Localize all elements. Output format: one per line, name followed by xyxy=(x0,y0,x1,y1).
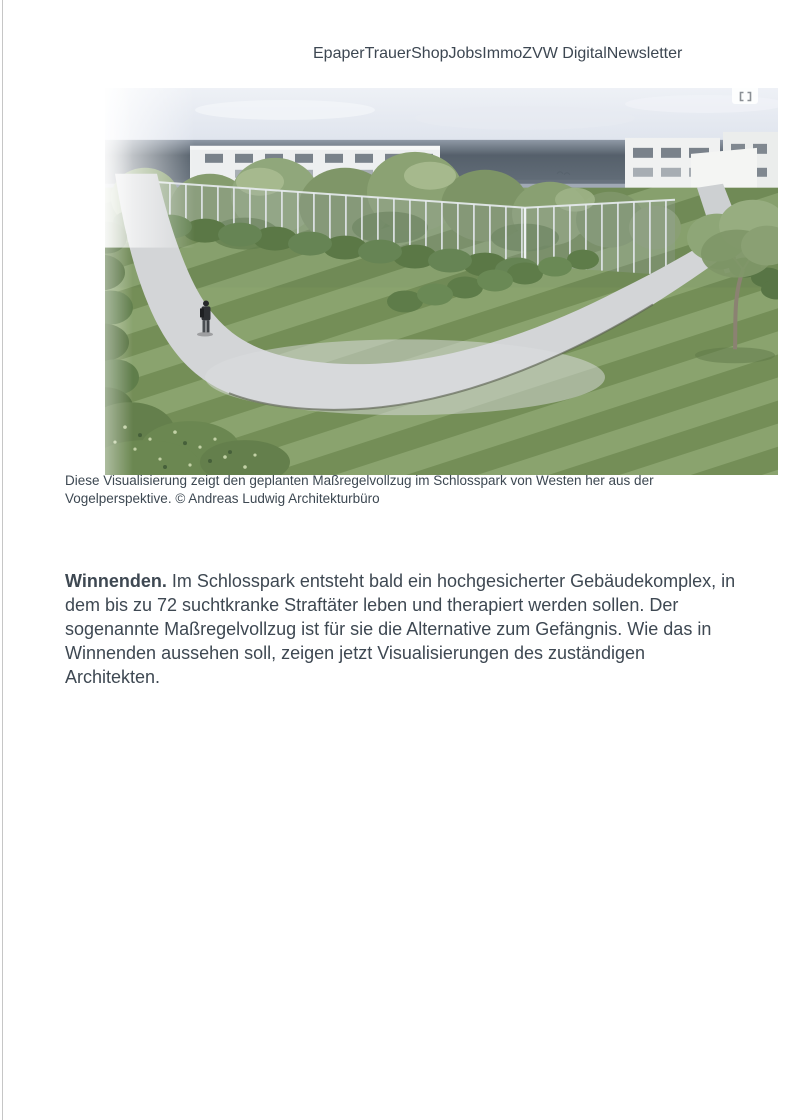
nav-link-immo[interactable]: Immo xyxy=(482,45,523,62)
nav-link-epaper[interactable]: Epaper xyxy=(313,45,365,62)
nav-link-trauer[interactable]: Trauer xyxy=(364,45,412,62)
article-location: Winnenden. xyxy=(65,571,167,591)
hero-rendering-svg xyxy=(105,88,778,475)
page-left-border xyxy=(2,0,3,1120)
image-caption: Diese Visualisierung zeigt den geplanten Maßregelvollzug im Schlosspark von Westen her aus der Vogelperspektive. © Andreas Ludwig Architekturbüro xyxy=(65,473,654,506)
left-fade-soft xyxy=(105,88,133,475)
top-navigation xyxy=(313,45,682,63)
nav-link-zvw-digital[interactable]: ZVW Digital xyxy=(522,45,607,62)
fullscreen-icon[interactable] xyxy=(732,88,758,104)
nav-link-newsletter[interactable]: Newsletter xyxy=(606,45,683,62)
article-intro xyxy=(65,569,741,689)
hero-image[interactable] xyxy=(105,88,778,475)
nav-link-shop[interactable]: Shop xyxy=(411,45,449,62)
article-intro-text: Im Schlosspark entsteht bald ein hochgesicherter Gebäudekomplex, in dem bis zu 72 suchtkranke Straftäter leben und therapiert werden sollen. Der sogenannte Maßregelvollzug ist für sie die Alternative zum Gefängnis. Wie das in Winnenden aussehen soll, zeigen jetzt Visualisierungen des zuständigen Architekten. xyxy=(65,571,736,687)
nav-link-jobs[interactable]: Jobs xyxy=(448,45,483,62)
